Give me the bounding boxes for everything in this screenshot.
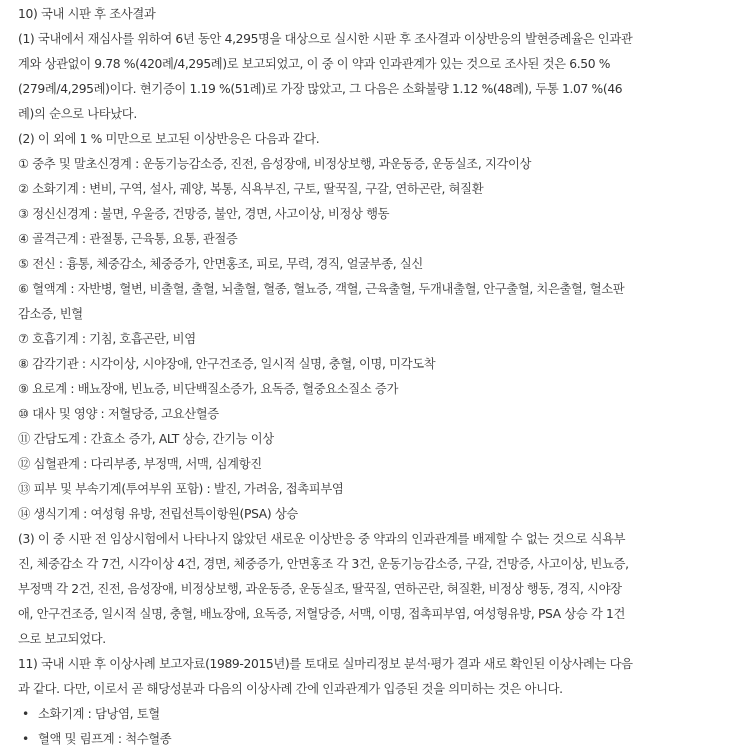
list-item: ① 중추 및 말초신경계 : 운동기능감소증, 진전, 음성장애, 비정상보행, 과운동증, 운동실조, 지각이상 [18, 157, 532, 171]
bullet-item [18, 727, 740, 752]
paragraph-line: 과 같다. 다만, 이로서 곧 해당성분과 다음의 이상사례 간에 인과관계가 입증된 것을 의미하는 것은 아니다. [18, 682, 563, 696]
section-10-paragraph-2-intro: (2) 이 외에 1 % 미만으로 보고된 이상반응은 다음과 같다. [18, 132, 320, 146]
section-11-paragraph [18, 652, 740, 702]
paragraph-line: 애, 안구건조증, 일시적 실명, 충혈, 배뇨장애, 요독증, 저혈당증, 서맥, 이명, 접촉피부염, 여성형유방, PSA 상승 각 1건 [18, 607, 626, 621]
list-item [18, 277, 740, 327]
section-11-bullet-list [18, 702, 740, 752]
bullet-icon: • [22, 732, 29, 746]
list-item: ⑧ 감각기관 : 시각이상, 시야장애, 안구건조증, 일시적 실명, 충혈, 이명, 미각도착 [18, 357, 436, 371]
paragraph-line: (3) 이 중 시판 전 임상시험에서 나타나지 않았던 새로운 이상반응 중 약과의 인과관계를 배제할 수 없는 것으로 식욕부 [18, 532, 626, 546]
list-item: ⑤ 전신 : 흉통, 체중감소, 체중증가, 안면홍조, 피로, 무력, 경직, 얼굴부종, 실신 [18, 257, 423, 271]
list-item-line: 감소증, 빈혈 [18, 307, 83, 321]
section-10-paragraph-1 [18, 27, 740, 127]
section-10-paragraph-3 [18, 527, 740, 652]
list-item: ③ 정신신경계 : 불면, 우울증, 건망증, 불안, 경면, 사고이상, 비정상 행동 [18, 207, 390, 221]
list-item: ⑬ 피부 및 부속기계(투여부위 포함) : 발진, 가려움, 접촉피부염 [18, 482, 344, 496]
list-item: ④ 골격근계 : 관절통, 근육통, 요통, 관절증 [18, 232, 238, 246]
section-10-heading: 10) 국내 시판 후 조사결과 [18, 7, 156, 21]
list-item: ⑭ 생식기계 : 여성형 유방, 전립선특이항원(PSA) 상승 [18, 507, 298, 521]
paragraph-line: 계와 상관없이 9.78 %(420례/4,295례)로 보고되었고, 이 중 이 약과 인과관계가 있는 것으로 조사된 것은 6.50 % [18, 57, 611, 71]
list-item-line: ⑥ 혈액계 : 자반병, 혈변, 비출혈, 출혈, 뇌출혈, 혈종, 혈뇨증, 객혈, 근육출혈, 두개내출혈, 안구출혈, 치은출혈, 혈소판 [18, 282, 625, 296]
bullet-icon: • [22, 707, 29, 721]
list-item: ② 소화기계 : 변비, 구역, 설사, 궤양, 복통, 식욕부진, 구토, 딸꾹질, 구갈, 연하곤란, 혀질환 [18, 182, 484, 196]
list-item: ⑪ 간담도계 : 간효소 증가, ALT 상승, 간기능 이상 [18, 432, 274, 446]
bullet-text: 소화기계 : 담낭염, 토혈 [38, 707, 160, 721]
list-item: ⑩ 대사 및 영양 : 저혈당증, 고요산혈증 [18, 407, 219, 421]
adverse-reaction-list [18, 152, 740, 527]
paragraph-line: 례)의 순으로 나타났다. [18, 107, 137, 121]
bullet-item [18, 702, 740, 727]
list-item: ⑦ 호흡기계 : 기침, 호흡곤란, 비염 [18, 332, 196, 346]
list-item: ⑨ 요로계 : 배뇨장애, 빈뇨증, 비단백질소증가, 요독증, 혈중요소질소 증가 [18, 382, 398, 396]
paragraph-line: (1) 국내에서 재심사를 위하여 6년 동안 4,295명을 대상으로 실시한 시판 후 조사결과 이상반응의 발현증례율은 인과관 [18, 32, 633, 46]
paragraph-line: 진, 체중감소 각 7건, 시각이상 4건, 경면, 체중증가, 안면홍조 각 3건, 운동기능감소증, 구갈, 건망증, 사고이상, 빈뇨증, [18, 557, 629, 571]
paragraph-line: 부정맥 각 2건, 진전, 음성장애, 비정상보행, 과운동증, 운동실조, 딸꾹질, 연하곤란, 혀질환, 비정상 행동, 경직, 시야장 [18, 582, 622, 596]
paragraph-line: (279례/4,295례)이다. 현기증이 1.19 %(51례)로 가장 많았고, 그 다음은 소화불량 1.12 %(48례), 두통 1.07 %(46 [18, 82, 623, 96]
bullet-text: 혈액 및 림프계 : 척수혈종 [38, 732, 172, 746]
list-item: ⑫ 심혈관계 : 다리부종, 부정맥, 서맥, 심계항진 [18, 457, 262, 471]
paragraph-line: 11) 국내 시판 후 이상사례 보고자료(1989-2015년)를 토대로 실마리정보 분석·평가 결과 새로 확인된 이상사례는 다음 [18, 657, 633, 671]
paragraph-line: 으로 보고되었다. [18, 632, 106, 646]
